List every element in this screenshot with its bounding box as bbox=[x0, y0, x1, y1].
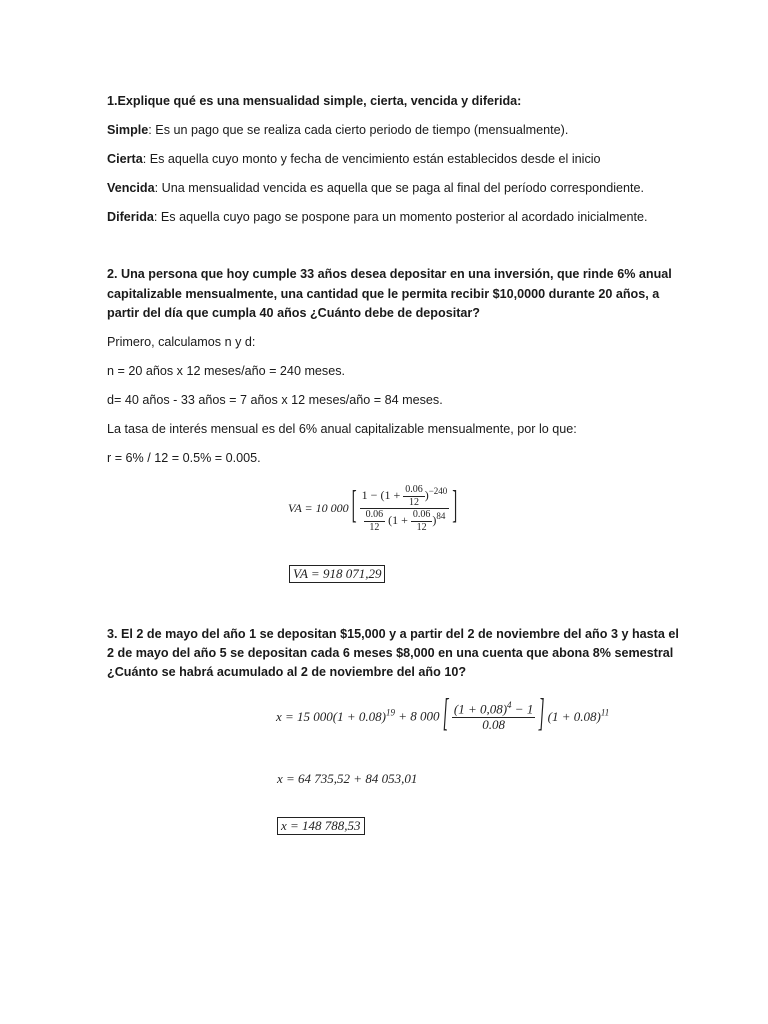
q1-diferida-term: Diferida bbox=[107, 210, 154, 224]
q1-vencida-definition bbox=[107, 179, 644, 197]
q3-num-exp: 4 bbox=[507, 700, 512, 710]
q2-result bbox=[289, 565, 385, 583]
q1-diferida-definition bbox=[107, 208, 647, 226]
q2-left-bracket: [ bbox=[351, 486, 357, 528]
q3-num-tail: − 1 bbox=[511, 701, 534, 717]
q1-cierta-definition bbox=[107, 150, 601, 168]
q2-num-rate-num: 0.06 bbox=[405, 484, 423, 495]
q3-left-bracket: [ bbox=[442, 694, 449, 737]
q3-result bbox=[277, 817, 365, 835]
q3-right-bracket: ] bbox=[538, 694, 545, 737]
q2-step-5: r = 6% / 12 = 0.5% = 0.005. bbox=[107, 451, 261, 465]
q3-exp3: 11 bbox=[600, 707, 610, 718]
q3-future-value-formula bbox=[276, 694, 610, 737]
q2-present-value-formula bbox=[288, 484, 457, 533]
q2-num-rate-den: 12 bbox=[408, 496, 419, 508]
q2-step-1: Primero, calculamos n y d: bbox=[107, 335, 256, 349]
q1-simple-definition bbox=[107, 121, 568, 139]
q2-step-4: La tasa de interés mensual es del 6% anual capitalizable mensualmente, por lo que: bbox=[107, 422, 577, 436]
q3-fraction-numerator bbox=[452, 700, 535, 718]
q1-vencida-term: Vencida bbox=[107, 181, 155, 195]
q2-fraction-denominator: $\frac{0.06}{12}$ (1 + $\frac{0.06}{12}$ )$^{84}$ bbox=[365, 509, 446, 533]
q2-main-fraction bbox=[360, 484, 450, 533]
q1-diferida-text: : Es aquella cuyo pago se pospone para un momento posterior al acordado inicialmente. bbox=[153, 210, 648, 224]
q2-right-bracket: ] bbox=[452, 486, 458, 528]
q3-fraction-denominator: 0.08 bbox=[482, 717, 505, 733]
q2-num-exponent: −240 bbox=[428, 485, 448, 496]
q2-den-rate-num: 0.06 bbox=[365, 509, 384, 520]
q2-num-one: 1 − bbox=[361, 487, 381, 502]
q1-cierta-term: Cierta bbox=[107, 152, 143, 166]
q2-step-2: n = 20 años x 12 meses/año = 240 meses. bbox=[107, 364, 346, 378]
q2-den-exponent: 84 bbox=[436, 510, 446, 521]
q3-formula-part2: + 8 000 bbox=[394, 708, 440, 724]
q2-title-line-2: capitalizable mensualmente, una cantidad que le permita recibir $10,0000 durante 20 años, a bbox=[107, 287, 660, 301]
q2-den-one-plus: 1 + bbox=[392, 512, 408, 527]
q3-title-line-3: ¿Cuánto se habrá acumulado al 2 de noviembre del año 10? bbox=[107, 665, 467, 679]
q3-title-line-1: 3. El 2 de mayo del año 1 se depositan $15,000 y a partir del 2 de noviembre del año 3 y hasta el bbox=[107, 627, 679, 641]
q2-den-rate-2 bbox=[411, 509, 433, 533]
q3-formula-part3 bbox=[548, 709, 610, 724]
q1-simple-term: Simple bbox=[107, 123, 149, 137]
q2-step-3: d= 40 años - 33 años = 7 años x 12 meses/año = 84 meses. bbox=[107, 393, 443, 407]
q2-num-one-plus: 1 + bbox=[384, 487, 401, 502]
q3-num-text: (1 + 0,08) bbox=[453, 701, 508, 717]
q3-formula-part1 bbox=[276, 709, 395, 724]
q3-fraction bbox=[452, 700, 535, 733]
q1-cierta-text: : Es aquella cuyo monto y fecha de vencimiento están establecidos desde el inicio bbox=[142, 152, 601, 166]
q3-line-2: x = 64 735,52 + 84 053,01 bbox=[277, 771, 418, 786]
q3-exp1: 19 bbox=[385, 707, 395, 718]
q2-title-line-1: 2. Una persona que hoy cumple 33 años desea depositar en una inversión, que rinde 6% anual bbox=[107, 267, 672, 281]
q1-title: 1.Explique qué es una mensualidad simple, cierta, vencida y diferida: bbox=[107, 94, 522, 108]
q3-part1-text: x = 15 000(1 + 0.08) bbox=[276, 709, 386, 725]
q2-formula-lhs: VA = 10 000 bbox=[288, 501, 349, 515]
q2-den-rate2-den: 12 bbox=[416, 521, 427, 533]
q3-result-box: x = 148 788,53 bbox=[277, 817, 365, 835]
q2-den-rate bbox=[364, 509, 386, 533]
q2-result-box: VA = 918 071,29 bbox=[289, 565, 385, 583]
q1-simple-text: : Es un pago que se realiza cada cierto periodo de tiempo (mensualmente). bbox=[148, 123, 569, 137]
q2-den-rate2-num: 0.06 bbox=[412, 509, 431, 520]
q2-title-line-3: partir del día que cumpla 40 años ¿Cuánto debe de depositar? bbox=[107, 306, 480, 320]
q3-part3-text: (1 + 0.08) bbox=[547, 709, 601, 725]
q2-den-rate-den: 12 bbox=[369, 521, 380, 533]
q1-vencida-text: : Una mensualidad vencida es aquella que se paga al final del período correspondiente. bbox=[154, 181, 645, 195]
q2-num-rate bbox=[403, 484, 425, 508]
q3-title-line-2: 2 de mayo del año 5 se depositan cada 6 meses $8,000 en una cuenta que abona 8% semestral bbox=[107, 646, 674, 660]
q2-fraction-numerator: 1 − (1 + $\frac{0.06}{12}$ )$^{-240}$ bbox=[361, 484, 448, 508]
